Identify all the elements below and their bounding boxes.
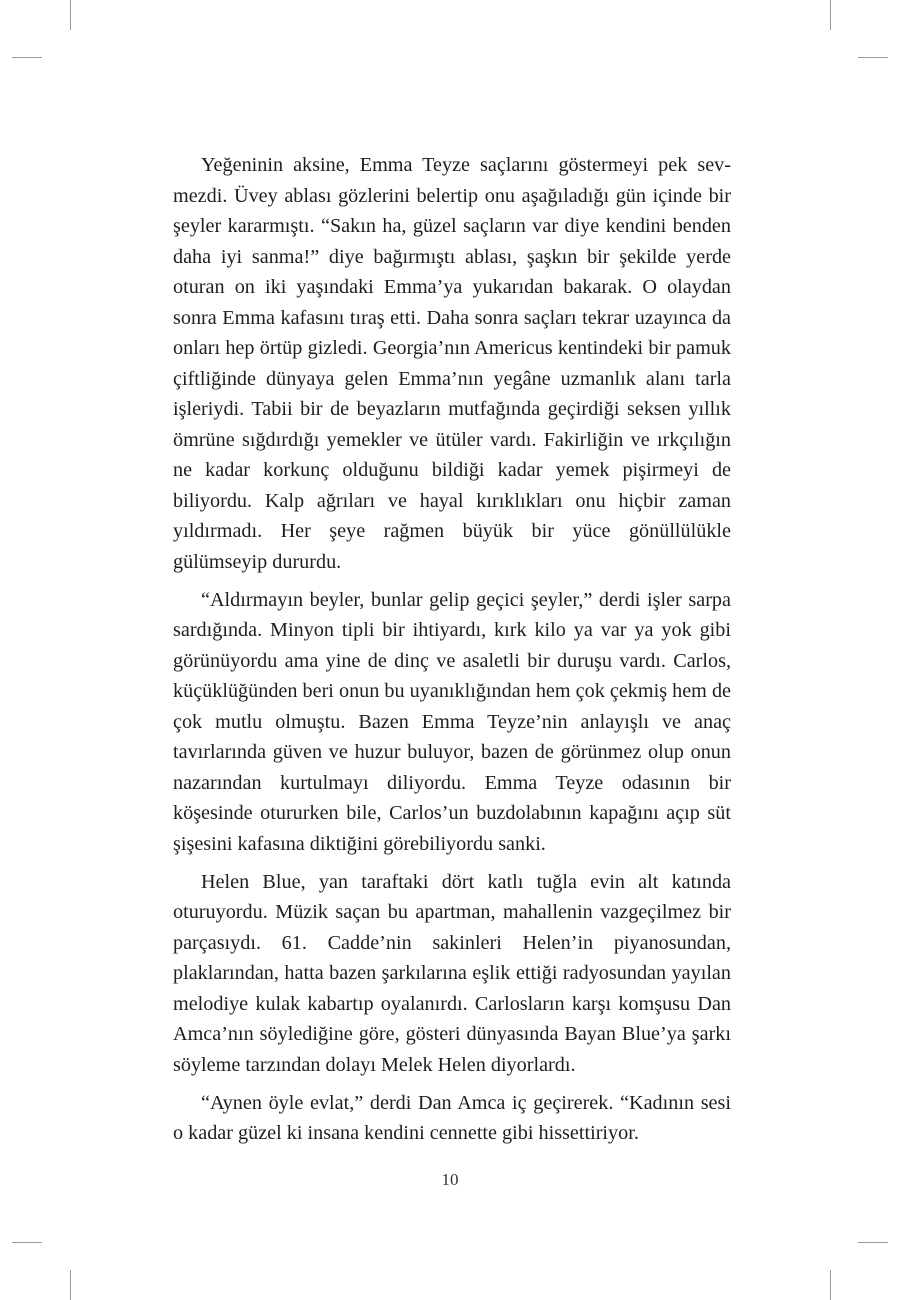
- crop-mark-top-left: [70, 0, 71, 30]
- crop-mark-right-bottom: [858, 1242, 888, 1243]
- crop-mark-top-right: [830, 0, 831, 30]
- page-number: 10: [441, 1170, 459, 1189]
- crop-mark-bottom-left: [70, 1270, 71, 1300]
- body-text: [173, 150, 731, 1156]
- paragraph-4: “Aynen öyle evlat,” derdi Dan Amca iç geçirerek. “Kadının sesi o kadar güzel ki insana kendini cennette gibi hissettiriyor.: [173, 1091, 731, 1145]
- paragraph-2: “Aldırmayın beyler, bunlar gelip geçici şeyler,” derdi işler sarpa sardığında. Minyon tipli bir ihtiyardı, kırk kilo ya var ya yok gibi görünüyordu ama yine de dinç ve asaletli bir duruşu vardı. Carlos, küçüklüğünden beri onun bu uyanıklığından hem çok çekmiş hem de çok mutlu olmuştu. Bazen Emma Teyze’nin anlayışlı ve anaç tavırlarında güven ve huzur buluyor, bazen de görünmez olup onun nazarından kurtulmayı diliyordu. Emma Teyze odasının bir köşesinde otururken bile, Carlos’un buzdolabının kapağını açıp süt şişesini kafasına diktiğini görebiliyordu sanki.: [173, 588, 731, 855]
- crop-mark-left-top: [12, 57, 42, 58]
- crop-mark-bottom-right: [830, 1270, 831, 1300]
- crop-mark-right-top: [858, 57, 888, 58]
- paragraph-1: Yeğeninin aksine, Emma Teyze saçlarını göstermeyi pek sevmezdi. Üvey ablası gözlerini belertip onu aşağıladığı gün içinde bir şeyler kararmıştı. “Sakın ha, güzel saçların var diye kendini benden daha iyi sanma!” diye bağırmıştı ablası, şaşkın bir şekilde yerde oturan on iki yaşındaki Emma’ya yukarıdan bakarak. O olaydan sonra Emma kafasını tıraş etti. Daha sonra saçları tekrar uzayınca da onları hep örtüp gizledi. Georgia’nın Americus kentindeki bir pamuk çiftliğinde dünyaya gelen Emma’nın yegâne uzmanlık alanı tarla işleriydi. Tabii bir de beyazların mutfağında geçirdiği seksen yıllık ömrüne sığdırdığı yemekler ve ütüler vardı. Fakirliğin ve ırkçılığın ne kadar korkunç olduğunu bildiği kadar yemek pişirmeyi de biliyordu. Kalp ağrıları ve hayal kırıklıkları onu hiçbir zaman yıldırmadı. Her şeye rağmen büyük bir yüce gönüllülükle gülümseyip dururdu.: [173, 154, 731, 573]
- paragraph-3: Helen Blue, yan taraftaki dört katlı tuğla evin alt katında oturuyordu. Müzik saçan bu apartman, mahallenin vazgeçilmez bir parçasıydı. 61. Cadde’nin sakinleri Helen’in piyanosundan, plaklarından, hatta bazen şarkılarına eşlik ettiği radyosundan yayılan melodiye kulak kabartıp oyalanırdı. Carlosların karşı komşusu Dan Amca’nın söylediğine göre, gösteri dünyasında Bayan Blue’ya şarkı söyleme tarzından dolayı Melek Helen diyorlardı.: [173, 870, 731, 1076]
- crop-mark-left-bottom: [12, 1242, 42, 1243]
